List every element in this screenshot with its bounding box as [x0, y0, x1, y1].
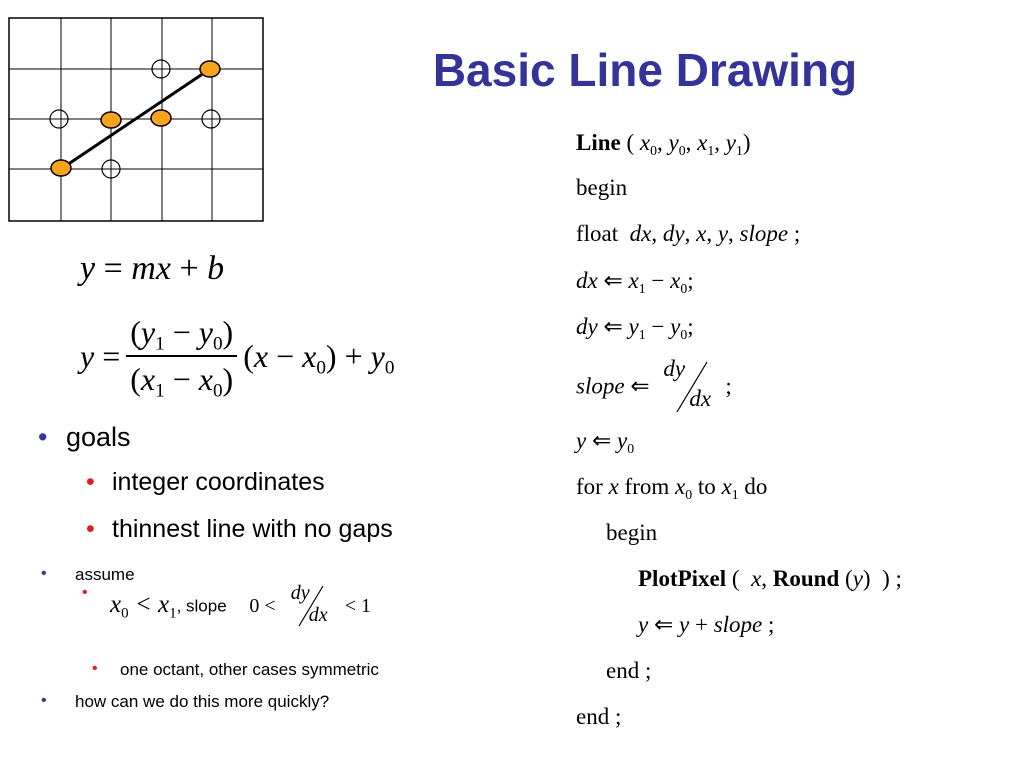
code-line-y-increment: y ⇐ y + slope ;: [638, 612, 775, 637]
code-line-inner-end: end ;: [606, 658, 652, 683]
two-point-equation: y = $\frac{(y_1 - y_0)}{(x_1 - x_0)}$ $(x - x_0) + y_0$: [80, 314, 395, 402]
pixel-grid-figure: [0, 0, 270, 230]
code-dy-dx-fraction: dy dx: [663, 356, 712, 411]
slope-fraction: $\frac{(y_1 - y_0)}{(x_1 - x_0)}$: [126, 314, 237, 398]
bullet-assume: • assume: [75, 565, 135, 585]
bullet-slope-constraint: • $x_0 < x_1$, slope 0 < dy dx < 1: [110, 584, 371, 630]
code-line-dy: dy ⇐ $y_1 - y_0$;: [576, 314, 694, 342]
code-line-for: for x from $x_0$ to $x_1$ do: [576, 474, 768, 502]
code-line-begin: begin: [576, 175, 628, 200]
code-line-inner-begin: begin: [606, 520, 658, 545]
bullet-integer-coordinates: • integer coordinates: [112, 468, 325, 497]
code-line-plot: PlotPixel ( x, Round (y) ) ;: [638, 566, 902, 591]
code-line-end: end ;: [576, 704, 622, 729]
code-line-float: float dx, dy, x, y, slope ;: [576, 221, 801, 246]
slide-title: Basic Line Drawing: [432, 44, 858, 96]
code-line-slope: slope ⇐ dy dx ;: [576, 360, 732, 416]
code-line-signature: Line ( $x_0$, $y_0$, $x_1$, $y_1$): [576, 130, 751, 158]
chosen-pixel: [151, 110, 171, 126]
chosen-pixel: [51, 160, 71, 176]
dy-dx-fraction: dy dx: [290, 582, 328, 626]
code-line-y-init: y ⇐ $y_0$: [576, 428, 635, 456]
chosen-pixel: [101, 112, 121, 128]
code-line-dx: dx ⇐ $x_1 - x_0$;: [576, 268, 694, 296]
slope-intercept-equation: y = mx + b: [80, 250, 225, 287]
bullet-question: • how can we do this more quickly?: [75, 692, 329, 712]
bullet-thinnest-line: • thinnest line with no gaps: [112, 515, 393, 544]
bullet-octant: • one octant, other cases symmetric: [120, 660, 379, 680]
bullet-goals: • goals: [66, 422, 131, 453]
chosen-pixel: [200, 61, 220, 77]
